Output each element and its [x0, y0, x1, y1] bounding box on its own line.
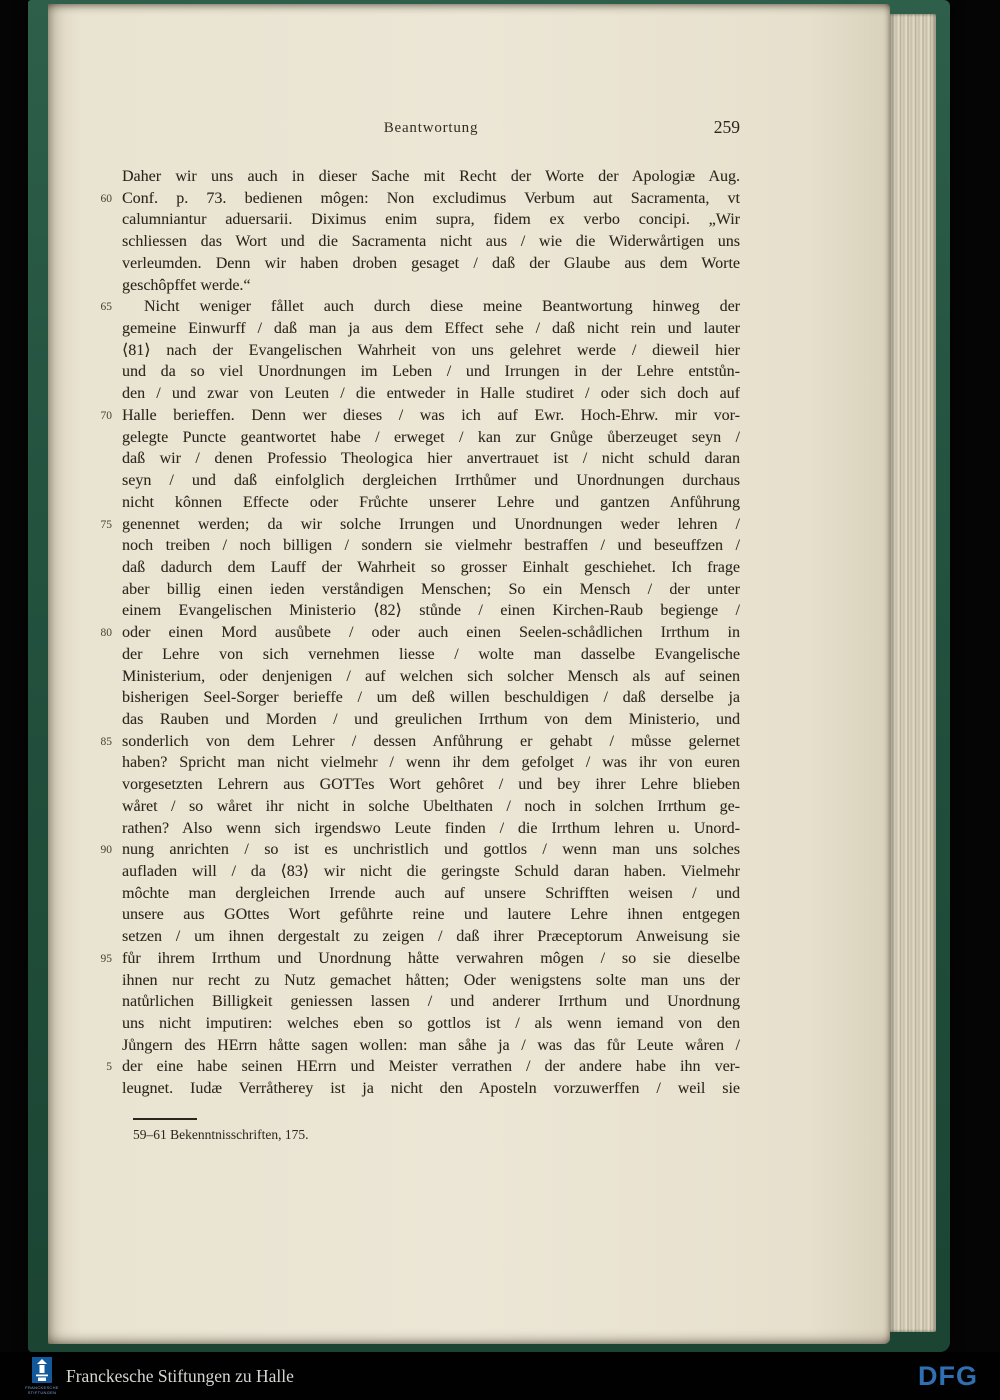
line-text: gemeine Einwurff / daß man ja aus dem Effect sehe / daß nicht rein und lauter [122, 320, 740, 338]
text-line [122, 340, 740, 362]
line-text: ihnen nur recht zu Nutz gemachet håtten; Oder wenigstens solte man uns der [122, 971, 740, 989]
text-line [100, 948, 740, 970]
franckesche-stiftungen-logo [25, 1357, 59, 1395]
text-line [122, 1035, 740, 1057]
text-line [122, 361, 740, 383]
text-line [122, 383, 740, 405]
text-line [100, 296, 740, 318]
text-line [106, 1056, 740, 1078]
line-text: das Rauben und Morden / und greulichen Irrthum von dem Ministerio, und [122, 710, 740, 728]
line-text: bisherigen Seel-Sorger berieffe / um deß willen beschuldigen / daß derselbe ja [122, 689, 740, 707]
line-text: fůr ihrem Irrthum und Unordnung håtte verwahren môgen / so sie dieselbe [122, 949, 740, 967]
viewer-footer [0, 1352, 1000, 1400]
text-line [122, 448, 740, 470]
line-text: haben? Spricht man nicht vielmehr / wenn ihr dem gefolget / was ihr von euren [122, 754, 740, 772]
line-text: natůrlichen Billigkeit geniessen lassen / und anderer Irrthum und Unordnung [122, 993, 740, 1011]
text-line [122, 166, 740, 188]
page-number: 259 [713, 117, 740, 137]
text-line [122, 535, 740, 557]
line-number: 95 [100, 952, 112, 965]
text-line [122, 318, 740, 340]
text-line [122, 926, 740, 948]
text-line [122, 970, 740, 992]
line-text: unsere aus GOttes Wort gefůhrte reine und lautere Lehre ihnen entgegen [122, 906, 740, 924]
line-text: aufladen will / da ⟨83⟩ wir nicht die geringste Schuld daran haben. Vielmehr [122, 863, 740, 880]
line-text: verleumden. Denn wir haben droben gesaget / daß der Glaube aus dem Worte [122, 254, 740, 272]
line-text: calumniantur aduersarii. Diximus enim supra, fidem ex verbo concipi. „Wir [122, 211, 740, 229]
footnote: 59–61 Bekenntnisschriften, 175. [133, 1126, 309, 1142]
line-text: leugnet. Iudæ Verråtherey ist ja nicht den Aposteln vorzuwerffen / weil sie [122, 1080, 740, 1098]
line-text: gelegte Puncte geantwortet habe / erweget / kan zur Gnůge ůberzeuget seyn / [122, 428, 740, 446]
line-number: 80 [100, 627, 112, 640]
line-text: vorgesetzten Lehrern aus GOTTes Wort gehôret / und bey ihrer Lehre blieben [122, 776, 740, 794]
dfg-logo: DFG [918, 1360, 978, 1391]
text-line [122, 666, 740, 688]
running-header [122, 117, 740, 142]
book-page [48, 4, 890, 1344]
text-line [122, 492, 740, 514]
footnote-area [133, 1118, 751, 1143]
line-text: nung anrichten / so ist es unchristlich und gottlos / wenn man uns solches [122, 841, 740, 859]
text-line [100, 405, 740, 427]
text-line [122, 796, 740, 818]
text-block [100, 166, 740, 1100]
text-line [100, 622, 740, 644]
line-text: Ministerium, oder denjenigen / auf welchen sich solcher Mensch als auf seinen [122, 667, 740, 685]
line-text: nicht kônnen Effecte oder Frůchte unserer Lehre und gantzen Anfůhrung [122, 493, 740, 511]
line-text: uns nicht imputiren: welches eben so gottlos ist / als wenn iemand von den [122, 1015, 740, 1033]
line-number: 5 [106, 1061, 112, 1074]
line-text: môchte man dergleichen Irrende auch auf unsere Schrifften weisen / und [122, 884, 740, 902]
line-text: schliessen das Wort und die Sacramenta nicht aus / wie die Widerwårtigen uns [122, 233, 740, 251]
line-text: Halle berieffen. Denn wer dieses / was ich auf Ewr. Hoch-Ehrw. mir vor- [122, 406, 740, 424]
line-number: 70 [100, 409, 112, 422]
line-text: Conf. p. 73. bedienen môgen: Non excludimus Verbum aut Sacramenta, vt [122, 189, 740, 207]
text-line [100, 731, 740, 753]
line-text: daß wir / denen Professio Theologica hier anvertrauet ist / nicht schuld daran [122, 450, 740, 468]
text-line [122, 752, 740, 774]
institution-name: Franckesche Stiftungen zu Halle [66, 1365, 294, 1386]
text-line [122, 644, 740, 666]
line-text: sonderlich von dem Lehrer / dessen Anfůhrung er gehabt / můsse gelernet [122, 732, 740, 750]
line-number: 85 [100, 735, 112, 748]
text-line [122, 861, 740, 883]
text-line [122, 557, 740, 579]
logo-caption-line-2: STIFTUNGEN [27, 1390, 57, 1395]
text-line [100, 514, 740, 536]
text-line [122, 427, 740, 449]
line-number: 75 [100, 518, 112, 531]
text-line [122, 275, 740, 297]
line-number: 65 [100, 301, 112, 314]
line-text: daß dadurch dem Lauff der Wahrheit so grosser Einhalt geschiehet. Ich frage [122, 558, 740, 576]
line-text: oder einen Mord ausůbete / oder auch einen Seelen-schådlichen Irrthum in [122, 624, 740, 642]
franckesche-emblem-icon [32, 1357, 52, 1383]
text-line [122, 687, 740, 709]
text-line [100, 188, 740, 210]
line-number: 60 [100, 192, 112, 205]
line-text: ⟨81⟩ nach der Evangelischen Wahrheit von uns gelehret werde / dieweil hier [122, 341, 740, 359]
line-text: genennet werden; da wir solche Irrungen und Unordnungen weder lehren / [122, 515, 740, 533]
text-line [122, 579, 740, 601]
text-line [122, 231, 740, 253]
line-text: Jůngern des HErrn håtte sagen wollen: man såhe ja / was das fůr Leute wåren / [122, 1036, 740, 1054]
text-line [122, 470, 740, 492]
line-text: geschôpffet werde.“ [122, 276, 251, 294]
text-line [100, 839, 740, 861]
text-line [122, 253, 740, 275]
line-text: noch treiben / noch billigen / sondern sie vielmehr bestraffen / und beseuffzen / [122, 537, 740, 555]
line-text: seyn / und daß einfolglich dergleichen Irrthůmer und Unordnungen durchaus [122, 472, 740, 490]
line-text: den / und zwar von Leuten / die entweder in Halle studiret / oder sich doch auf [122, 385, 740, 403]
franckesche-logo-caption [25, 1385, 59, 1395]
line-text: der Lehre von sich vernehmen liesse / wolte man dasselbe Evangelische [122, 645, 740, 663]
line-text: und da so viel Unordnungen im Leben / und Irrungen in der Lehre entstůn- [122, 363, 740, 381]
page-edges [890, 14, 936, 1332]
text-line [122, 818, 740, 840]
text-line [122, 991, 740, 1013]
text-line [122, 709, 740, 731]
line-text: wåret / so wåret ihr nicht in solche Ubelthaten / noch in solchen Irrthum ge- [122, 797, 740, 815]
line-text: Nicht weniger fållet auch durch diese meine Beantwortung hinweg der [144, 298, 740, 316]
line-text: einem Evangelischen Ministerio ⟨82⟩ stůnde / einen Kirchen-Raub begienge / [122, 602, 740, 620]
logo-caption-line-1: FRANCKESCHE [25, 1385, 59, 1390]
footnote-rule [133, 1118, 197, 1120]
line-text: aber billig einen ieden verståndigen Menschen; So ein Mensch / der unter [122, 580, 740, 598]
line-text: setzen / um ihnen dergestalt zu zeigen / daß ihrer Præceptorum Anweisung sie [122, 928, 740, 946]
line-text: rathen? Also wenn sich irgendswo Leute finden / die Irrthum lehren u. Unord- [122, 819, 740, 837]
text-line [122, 1013, 740, 1035]
text-line [122, 774, 740, 796]
line-number: 90 [100, 844, 112, 857]
text-line [122, 209, 740, 231]
running-title: Beantwortung [383, 120, 479, 136]
text-line [122, 904, 740, 926]
text-line [122, 883, 740, 905]
line-text: Daher wir uns auch in dieser Sache mit Recht der Worte der Apologiæ Aug. [122, 168, 740, 185]
text-line [122, 600, 740, 622]
line-text: der eine habe seinen HErrn und Meister verrathen / der andere habe ihn ver- [122, 1058, 740, 1076]
text-line [122, 1078, 740, 1100]
